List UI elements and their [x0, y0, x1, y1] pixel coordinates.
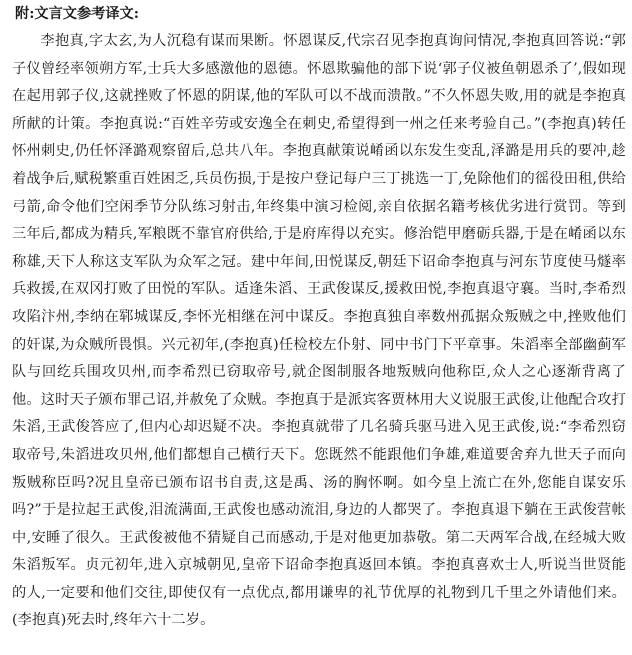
- section-heading: 附:文言文参考译文:: [15, 6, 139, 22]
- translation-paragraph: 李抱真,字太玄,为人沉稳有谋而果断。怀恩谋反,代宗召见李抱真询问情况,李抱真回答说:“郭子仪曾经率领朔方军,士兵大多感激他的恩德。怀恩欺骗他的部下说‘郭子仪被鱼朝恩杀了’,假如现在起用郭子仪,这就挫败了怀恩的阴谋,他的军队可以不战而溃散。”不久怀恩失败,用的就是李抱真所献的计策。李抱真说:“百姓辛劳或安逸全在刺史,希望得到一州之任来考验自己。”(李抱真)转任怀州刺史,仍任怀泽潞观察留后,总共八年。李抱真献策说崤函以东发生变乱,泽潞是用兵的要冲,趁着战争后,赋税繁重百姓困乏,兵员伤损,于是按户登记每户三丁挑选一丁,免除他们的徭役田租,供给弓箭,命令他们空闲季节分队练习射击,年终集中演习检阅,亲自依据名籍考核优劣进行赏罚。等到三年后,都成为精兵,军粮既不靠官府供给,于是府库得以充实。修治铠甲磨砺兵器,于是在崤函以东称雄,天下人称这支军队为众军之冠。建中年间,田悦谋反,朝廷下诏命李抱真与河东节度使马燧率兵救援,在双冈打败了田悦的军队。适逢朱滔、王武俊谋反,援救田悦,李抱真退守襄。当时,李希烈攻陷汴州,李纳在郓城谋反,李怀光相继在河中谋反。李抱真独自率数州孤据众叛贼之中,挫败他们的奸谋,为众贼所畏惧。兴元初年,(李抱真)任检校左仆射、同中书门下平章事。朱滔率全部幽蓟军队与回纥兵围攻贝州,而李希烈已窃取帝号,就企图制服各地叛贼向他称臣,众人之心逐渐背离了他。这时天子颁布罪己诏,并赦免了众贼。李抱真于是派宾客贾林用大义说服王武俊,让他配合攻打朱滔,王武俊答应了,但内心却迟疑不决。李抱真就带了几名骑兵驱马进入见王武俊,说:“李希烈窃取帝号,朱滔进攻贝州,他们都想自己横行天下。您既然不能跟他们争雄,难道要舍弃九世天子而向叛贼称臣吗?况且皇帝已颁布诏书自责,这是禹、汤的胸怀啊。如今皇上流亡在外,您能自谋安乐吗?”于是拉起王武俊,泪流满面,王武俊也感动流泪,身边的人都哭了。李抱真退下躺在王武俊营帐中,安睡了很久。王武俊被他不猜疑自己而感动,于是对他更加恭敬。第二天两军合战,在经城大败朱滔叛军。贞元初年,进入京城朝见,皇帝下诏命李抱真返回本镇。李抱真喜欢士人,听说当世贤能的人,一定要和他们交往,即使仅有一点优点,都用谦卑的礼节优厚的礼物到几千里之外请他们来。(李抱真)死去时,终年六十二岁。: [12, 33, 626, 629]
- document-page: [12, 4, 626, 652]
